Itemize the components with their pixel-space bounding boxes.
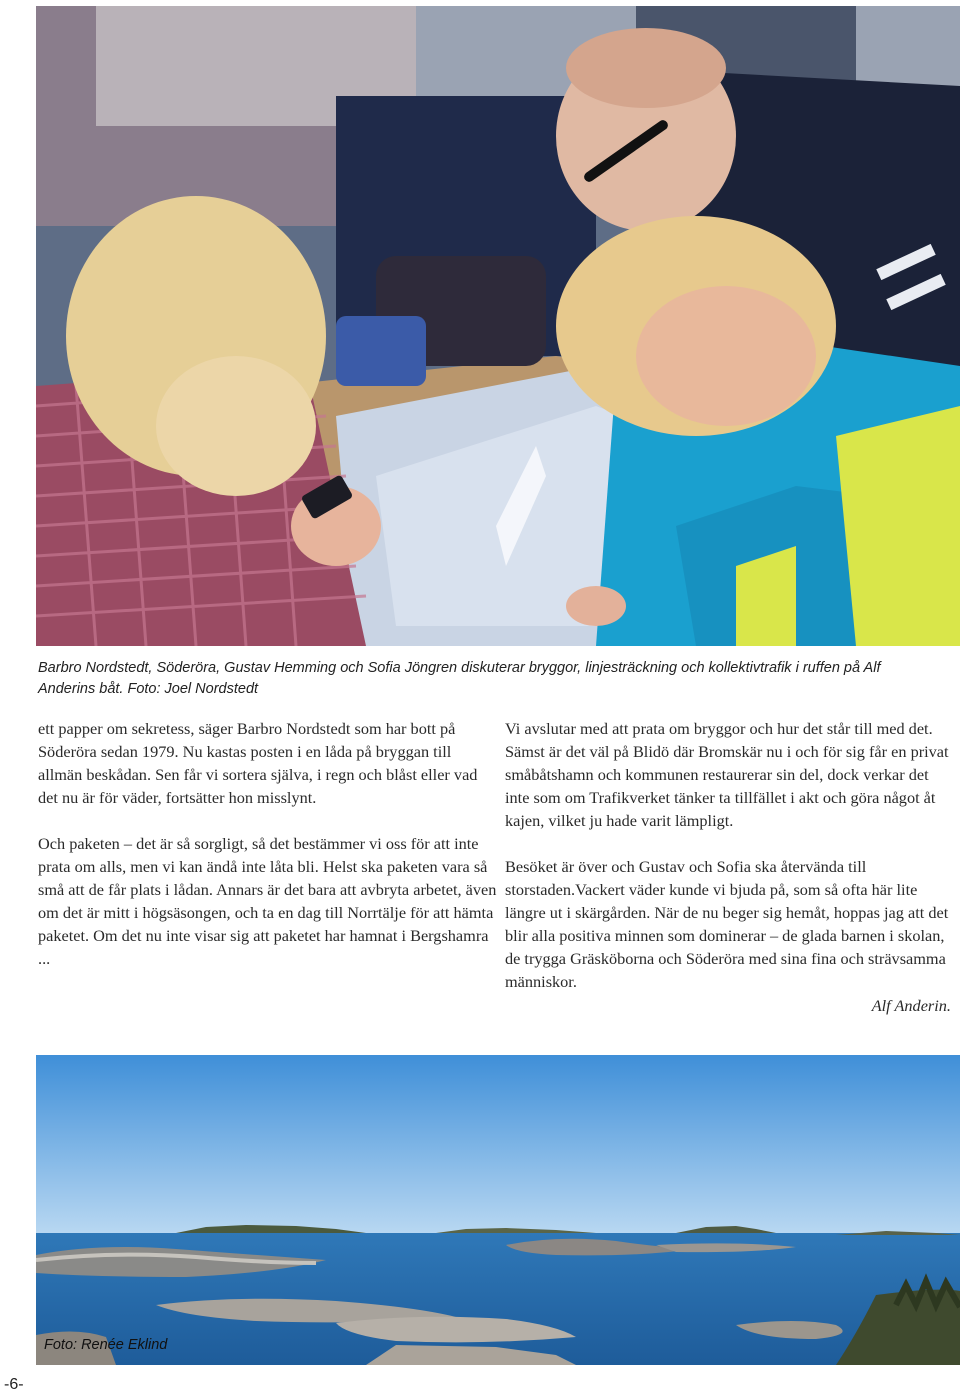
- bottom-photo: [36, 1055, 960, 1365]
- top-photo-illustration: [36, 6, 960, 646]
- article-paragraph: Vi avslutar med att prata om bryggor och hur det står till med det. Sämst är det väl på Blidö där Bromskär nu i och för sig får en privat småbåtshamn och kommunen restaurerar sin del, dock verkar det inte som om Trafikverket tänker ta tillfället i akt och göra något åt kajen, vilket ju hade varit lämpligt.: [505, 719, 949, 830]
- article-paragraph: ett papper om sekretess, säger Barbro Nordstedt som har bott på Söderöra sedan 1979. Nu kastas posten i en låda på bryggan till allmän beskådan. Sen får vi sortera själva, i regn och blåst eller vad det nu är för väder, fortsätter hon misslynt.: [38, 719, 478, 807]
- article-right-column: [505, 717, 957, 1016]
- article-left-column: [38, 717, 498, 993]
- author-signature: Alf Anderin.: [871, 996, 951, 1015]
- page-number: -6-: [4, 1376, 24, 1393]
- bottom-photo-illustration: [36, 1055, 960, 1365]
- article-paragraph: Och paketen – det är så sorgligt, så det bestämmer vi oss för att inte prata om alls, men vi kan ändå inte låta bli. Helst ska paketen vara så små att de får plats i lådan. Annars är det bara att avbryta arbetet, även om det är mitt i högsäsongen, och ta en dag till Norrtälje för att hämta paketet. Om det nu inte visar sig att paketet har hamnat i Bergshamra ...: [38, 834, 497, 968]
- article-paragraph: Besöket är över och Gustav och Sofia ska återvända till storstaden.Vackert väder kunde vi bjuda på, som så ofta här lite längre ut i skärgården. När de nu beger sig hemåt, hoppas jag att det blir alla positiva minnen som dominerar – de glada barnen i skolan, de trygga Gräsköborna och Söderöra med sina fina och strävsamma människor.: [505, 857, 949, 991]
- top-photo: [36, 6, 960, 646]
- photo-caption: Barbro Nordstedt, Söderöra, Gustav Hemming och Sofia Jöngren diskuterar bryggor, linjesträckning och kollektivtrafik i ruffen på Alf Anderins båt. Foto: Joel Nordstedt: [38, 660, 881, 697]
- photo-credit: Foto: Renée Eklind: [44, 1337, 168, 1353]
